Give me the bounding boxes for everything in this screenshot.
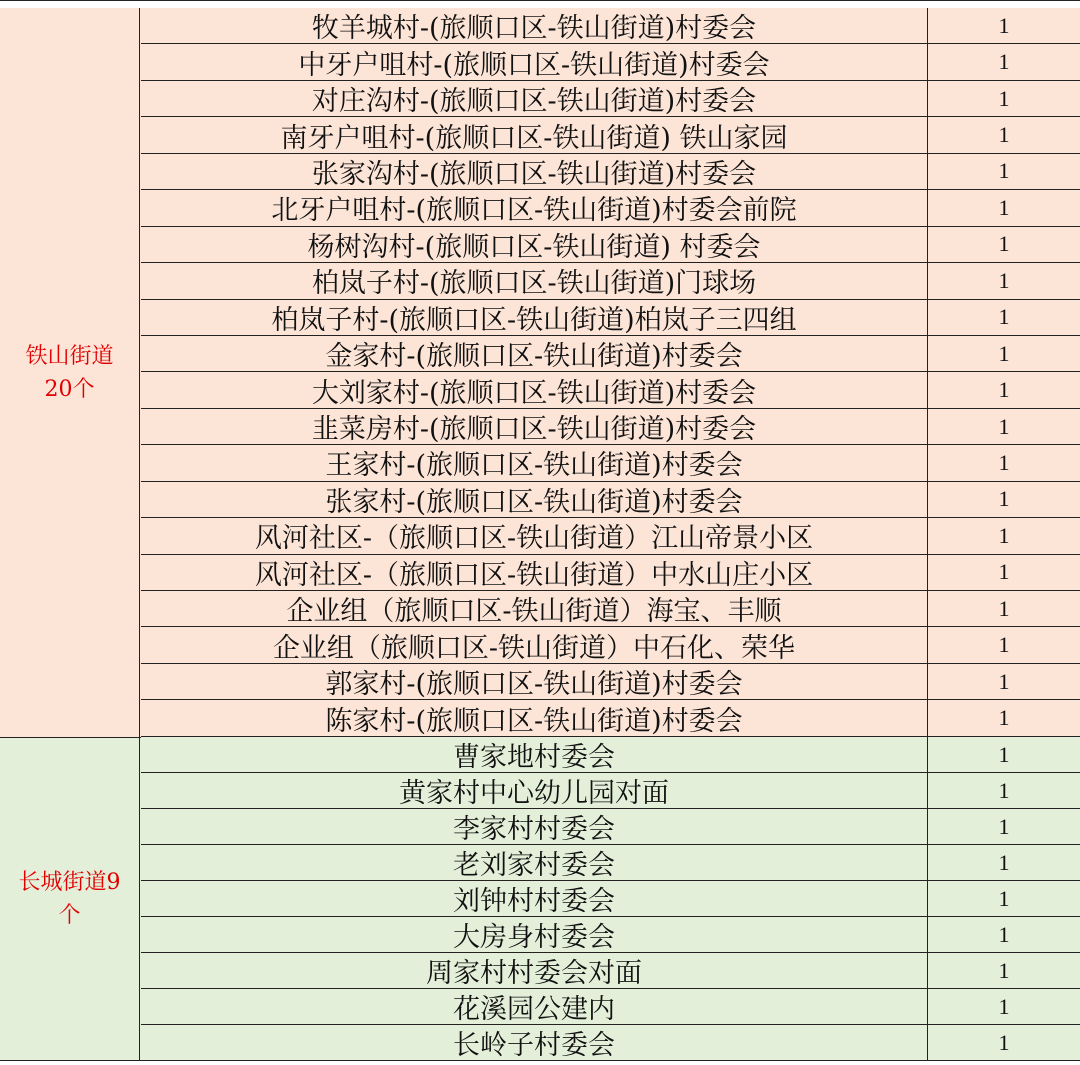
group-label-line2: 个 bbox=[58, 903, 81, 928]
group-tieshan bbox=[0, 8, 1080, 737]
table-row bbox=[141, 8, 1080, 44]
location-cell[interactable]: 企业组（旅顺口区-铁山街道）中石化、荣华 bbox=[141, 627, 928, 662]
location-cell[interactable]: 郭家村-(旅顺口区-铁山街道)村委会 bbox=[141, 664, 928, 699]
table-row bbox=[141, 953, 1080, 989]
count-cell[interactable]: 1 bbox=[998, 849, 1010, 875]
table-row bbox=[141, 591, 1080, 627]
table-row bbox=[141, 154, 1080, 190]
location-cell[interactable]: 杨树沟村-(旅顺口区-铁山街道) 村委会 bbox=[141, 227, 928, 262]
location-cell[interactable]: 金家村-(旅顺口区-铁山街道)村委会 bbox=[141, 336, 928, 371]
location-cell[interactable]: 牧羊城村-(旅顺口区-铁山街道)村委会 bbox=[141, 8, 928, 43]
location-cell[interactable]: 柏岚子村-(旅顺口区-铁山街道)门球场 bbox=[141, 263, 928, 298]
table-row bbox=[141, 81, 1080, 117]
location-cell[interactable]: 花溪园公建内 bbox=[141, 989, 928, 1024]
count-cell[interactable]: 1 bbox=[998, 413, 1010, 439]
count-cell[interactable]: 1 bbox=[998, 813, 1010, 839]
table-row bbox=[141, 482, 1080, 518]
count-cell[interactable]: 1 bbox=[998, 304, 1010, 330]
location-cell[interactable]: 曹家地村委会 bbox=[141, 737, 928, 772]
group-label bbox=[0, 8, 140, 737]
table-row bbox=[141, 190, 1080, 226]
count-cell[interactable]: 1 bbox=[998, 741, 1010, 767]
count-cell[interactable]: 1 bbox=[998, 377, 1010, 403]
count-cell[interactable]: 1 bbox=[998, 921, 1010, 947]
location-cell[interactable]: 张家村-(旅顺口区-铁山街道)村委会 bbox=[141, 482, 928, 517]
count-cell[interactable]: 1 bbox=[998, 522, 1010, 548]
location-cell[interactable]: 企业组（旅顺口区-铁山街道）海宝、丰顺 bbox=[141, 591, 928, 626]
count-cell[interactable]: 1 bbox=[998, 49, 1010, 75]
group-label-line1: 长城街道9 bbox=[18, 870, 121, 895]
table-row bbox=[141, 518, 1080, 554]
table-row bbox=[141, 917, 1080, 953]
table-row bbox=[141, 664, 1080, 700]
count-cell[interactable]: 1 bbox=[998, 449, 1010, 475]
count-cell[interactable]: 1 bbox=[998, 595, 1010, 621]
table-row bbox=[141, 989, 1080, 1025]
bottom-border bbox=[0, 1060, 1080, 1061]
count-cell[interactable]: 1 bbox=[998, 632, 1010, 658]
table-row bbox=[141, 372, 1080, 408]
table-row bbox=[141, 737, 1080, 773]
location-cell[interactable]: 风河社区-（旅顺口区-铁山街道）中水山庄小区 bbox=[141, 555, 928, 590]
table-row bbox=[141, 336, 1080, 372]
location-cell[interactable]: 柏岚子村-(旅顺口区-铁山街道)柏岚子三四组 bbox=[141, 300, 928, 335]
location-cell[interactable]: 北牙户咀村-(旅顺口区-铁山街道)村委会前院 bbox=[141, 190, 928, 225]
count-cell[interactable]: 1 bbox=[998, 885, 1010, 911]
count-cell[interactable]: 1 bbox=[998, 340, 1010, 366]
table-row bbox=[141, 700, 1080, 736]
count-cell[interactable]: 1 bbox=[998, 559, 1010, 585]
table-row bbox=[141, 409, 1080, 445]
location-cell[interactable]: 周家村村委会对面 bbox=[141, 953, 928, 988]
count-cell[interactable]: 1 bbox=[998, 12, 1010, 38]
location-cell[interactable]: 对庄沟村-(旅顺口区-铁山街道)村委会 bbox=[141, 81, 928, 116]
location-cell[interactable]: 南牙户咀村-(旅顺口区-铁山街道) 铁山家园 bbox=[141, 117, 928, 152]
location-cell[interactable]: 风河社区-（旅顺口区-铁山街道）江山帝景小区 bbox=[141, 518, 928, 553]
count-cell[interactable]: 1 bbox=[998, 1029, 1010, 1055]
location-cell[interactable]: 长岭子村委会 bbox=[141, 1025, 928, 1060]
count-cell[interactable]: 1 bbox=[998, 777, 1010, 803]
location-cell[interactable]: 陈家村-(旅顺口区-铁山街道)村委会 bbox=[141, 700, 928, 735]
group-label-line1: 铁山街道 bbox=[25, 343, 114, 369]
table-row bbox=[141, 263, 1080, 299]
count-cell[interactable]: 1 bbox=[998, 267, 1010, 293]
count-cell[interactable]: 1 bbox=[998, 993, 1010, 1019]
count-cell[interactable]: 1 bbox=[998, 486, 1010, 512]
location-cell[interactable]: 黄家村中心幼儿园对面 bbox=[141, 773, 928, 808]
location-cell[interactable]: 张家沟村-(旅顺口区-铁山街道)村委会 bbox=[141, 154, 928, 189]
location-cell[interactable]: 中牙户咀村-(旅顺口区-铁山街道)村委会 bbox=[141, 44, 928, 79]
location-cell[interactable]: 王家村-(旅顺口区-铁山街道)村委会 bbox=[141, 445, 928, 480]
group-rows bbox=[141, 737, 1080, 1061]
table-row bbox=[141, 555, 1080, 591]
table-row bbox=[141, 881, 1080, 917]
count-cell[interactable]: 1 bbox=[998, 668, 1010, 694]
location-cell[interactable]: 老刘家村委会 bbox=[141, 845, 928, 880]
table-row bbox=[141, 773, 1080, 809]
table-row bbox=[141, 809, 1080, 845]
count-cell[interactable]: 1 bbox=[998, 194, 1010, 220]
group-rows bbox=[141, 8, 1080, 737]
count-cell[interactable]: 1 bbox=[998, 705, 1010, 731]
table-row bbox=[141, 627, 1080, 663]
table-row bbox=[141, 117, 1080, 153]
table-row bbox=[141, 44, 1080, 80]
table-row bbox=[141, 227, 1080, 263]
table-row bbox=[141, 300, 1080, 336]
count-cell[interactable]: 1 bbox=[998, 158, 1010, 184]
top-border bbox=[0, 0, 1080, 1]
location-cell[interactable]: 韭菜房村-(旅顺口区-铁山街道)村委会 bbox=[141, 409, 928, 444]
table-row bbox=[141, 1025, 1080, 1061]
table-row bbox=[141, 445, 1080, 481]
count-cell[interactable]: 1 bbox=[998, 85, 1010, 111]
location-cell[interactable]: 大房身村委会 bbox=[141, 917, 928, 952]
count-cell[interactable]: 1 bbox=[998, 122, 1010, 148]
group-divider bbox=[0, 737, 141, 738]
location-cell[interactable]: 刘钟村村委会 bbox=[141, 881, 928, 916]
group-label bbox=[0, 737, 140, 1061]
location-cell[interactable]: 大刘家村-(旅顺口区-铁山街道)村委会 bbox=[141, 372, 928, 407]
group-label-line2: 20个 bbox=[44, 376, 95, 402]
table-row bbox=[141, 845, 1080, 881]
location-cell[interactable]: 李家村村委会 bbox=[141, 809, 928, 844]
count-cell[interactable]: 1 bbox=[998, 957, 1010, 983]
group-changcheng bbox=[0, 737, 1080, 1061]
count-cell[interactable]: 1 bbox=[998, 231, 1010, 257]
